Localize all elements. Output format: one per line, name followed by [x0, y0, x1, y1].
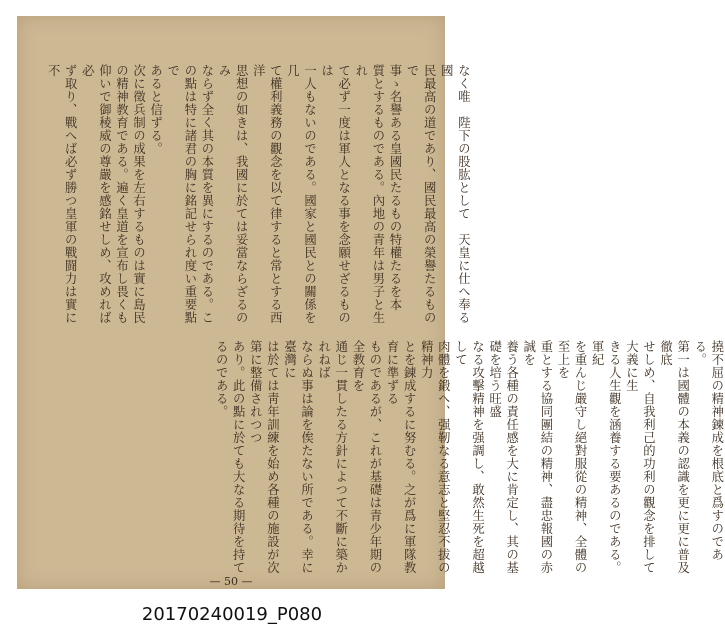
top-block-line: 一人もないのである。國家と國民との關係を几 — [285, 64, 317, 324]
top-block-line: 次に徵兵制の成果を左右するものは實に島民 — [131, 64, 146, 324]
top-block-line: の精神教育である。遍く皇道を宣布し畏くも — [114, 64, 129, 324]
bottom-block-line: 撓不屈の精神鍊成を根底と爲すのである。 — [692, 340, 724, 561]
bottom-block-line: せしめ、自我利己的功利の觀念を排して大義に生 — [624, 340, 656, 574]
top-block-line: なく唯 陛下の股肱として 天皇に仕へ奉る國 — [439, 64, 471, 324]
page-number: — 50 — — [209, 575, 253, 588]
top-block-line: ず取り、戰へば必ず勝つ皇軍の戰闘力は實に不 — [46, 64, 78, 324]
bottom-block-line: を重んじ嚴守し絕對服從の精神、全體の至上を — [555, 340, 588, 574]
top-block-line: 思想の如きは、我國に於ては妥當ならざるのみ — [217, 64, 249, 324]
bottom-block-line: ものであるが、これが基礎は青少年期の全教育を — [350, 340, 382, 574]
bottom-block-line: ならぬ事は論を俟たない所である。幸に臺灣に — [282, 340, 314, 574]
top-block-line: 民最高の道であり、國民最高の榮譽たるもので — [405, 64, 437, 324]
bottom-block-line: 肉體を鍛へ、强靭なる意志と堅忍不拔の精神力 — [419, 340, 451, 574]
top-block-line: 仰いで御稜威の尊嚴を感銘せしめ、攻めれば必 — [80, 64, 112, 324]
text-block-bottom — [212, 340, 725, 585]
bottom-block-line: なる攻擊精神を强調し、敢然生死を超越して — [453, 340, 485, 574]
text-block-top — [44, 64, 471, 324]
bottom-block-line: 養う各種の責任感を大に肯定し、其の基礎を培う旺盛 — [487, 340, 519, 574]
document-page — [17, 16, 724, 589]
top-block-line: の點は特に諸君の胸に銘記せられ度い重要點で — [165, 64, 197, 324]
bottom-block-line: は於ては靑年訓練を始め各種の施設が次第に整備されつつ — [248, 340, 280, 574]
bottom-block-line: あり。此の點に於ても大なる期待を持てるのである。 — [214, 340, 246, 574]
top-block-line: あると信ずる。 — [148, 64, 163, 155]
top-block-line: 質とするものである。內地の青年は男子と生れ — [353, 64, 385, 324]
bottom-block-line: とを錬成するに努むる。之が爲に軍隊教育に準ずる — [385, 340, 417, 574]
bottom-block-line: 通じ一貫したる方針によつて不斷に築かれねば — [316, 340, 348, 574]
bottom-block-line: きる人生觀を涵養する要あるのである。軍紀 — [590, 340, 622, 574]
bottom-block-line: 第一は國體の本義の認識を更に更に普及徹底 — [658, 340, 690, 574]
image-caption: 20170240019_P080 — [141, 604, 323, 625]
bottom-block-line: 重とする協同團結の精神、盡忠報國の赤誠を — [521, 340, 553, 574]
top-block-line: 事ゝ名譽ある皇國民たるもの特權たるを本 — [387, 64, 402, 311]
top-block-line: ならず全く其の本質を異にするのである。こ — [199, 64, 214, 324]
top-block-line: て權利義務の觀念を以て律すると常とする西洋 — [251, 64, 283, 324]
top-block-line: て必ず一度は軍人となる事を念願せざるものは — [319, 64, 351, 324]
